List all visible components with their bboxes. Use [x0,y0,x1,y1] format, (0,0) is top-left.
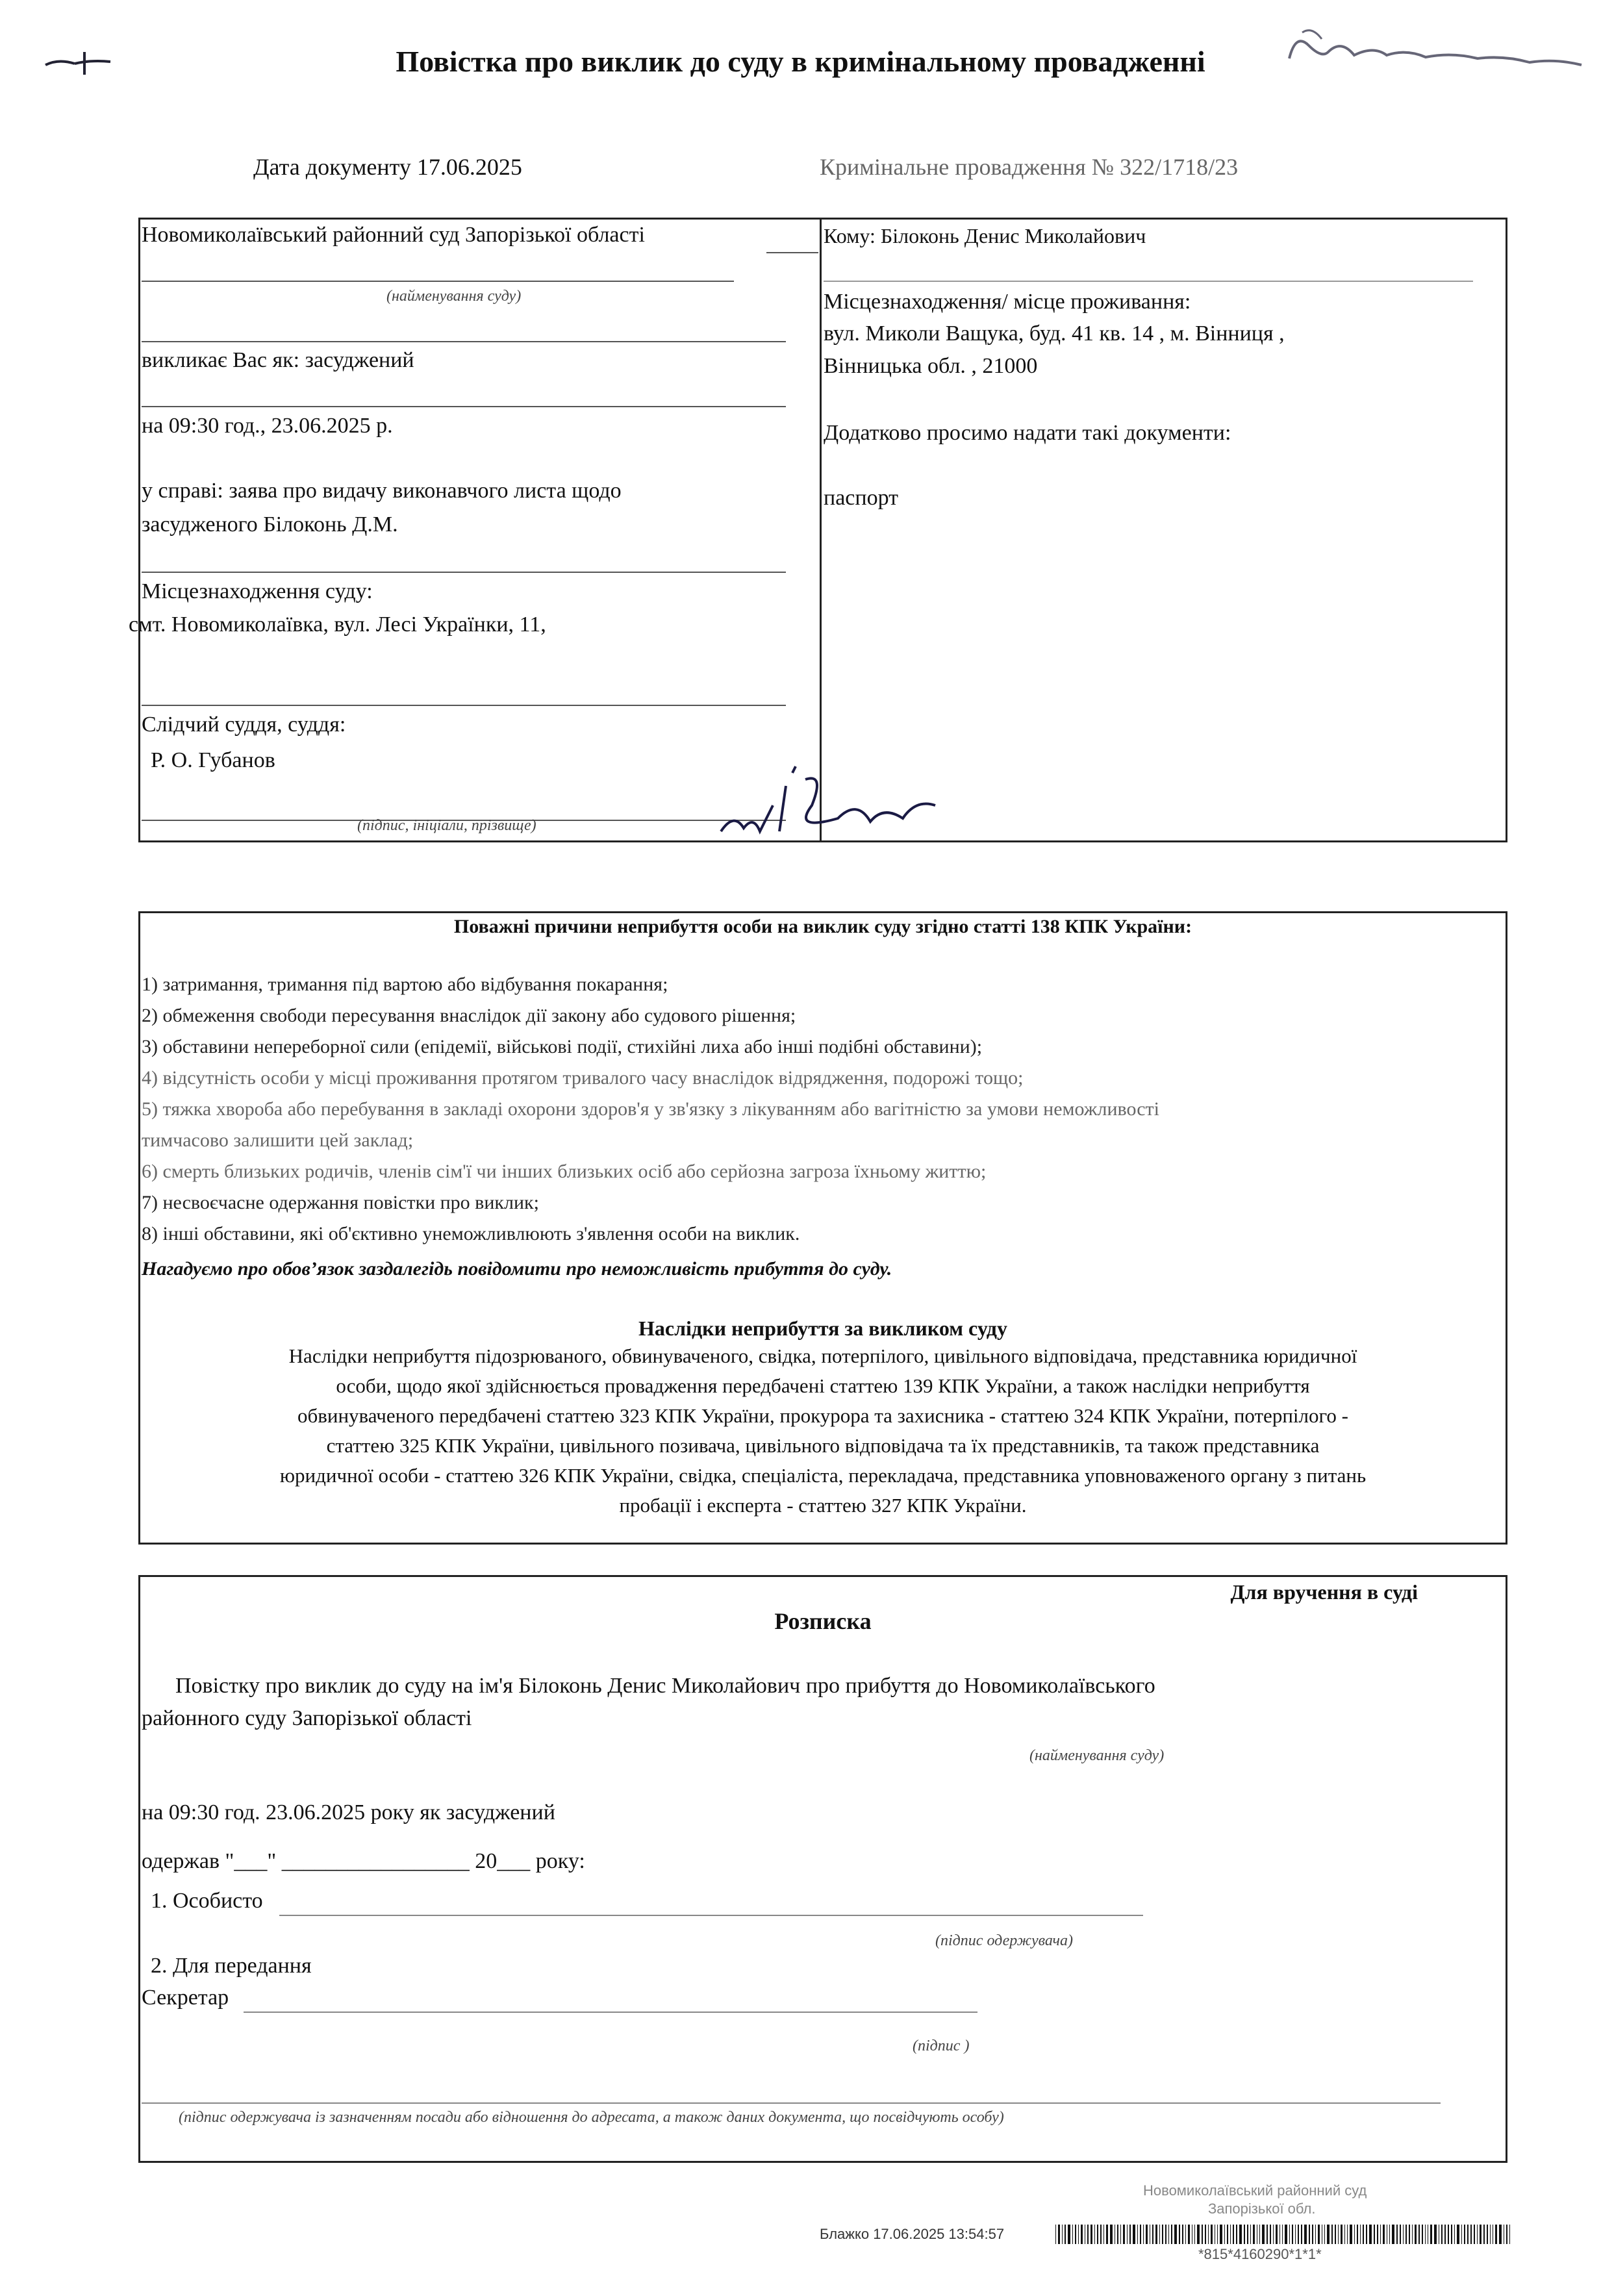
barcode-bar [1483,2225,1484,2244]
barcode-bar [1292,2225,1293,2244]
consequences-line: пробації і експерта - статтею 327 КПК України. [619,1494,1027,1517]
barcode-bar [1467,2225,1468,2244]
barcode-bar [1470,2225,1472,2244]
barcode-bar [1127,2225,1128,2244]
barcode-bar [1338,2225,1339,2244]
barcode-bar [1152,2225,1153,2244]
reason-item: 5) тяжка хвороба або перебування в закладі охорони здоров'я у зв'язку з лікуванням або вагітністю за умови неможливості [142,1098,1159,1120]
barcode-bar [1188,2225,1190,2244]
barcode-bar [1273,2225,1274,2244]
barcode-bar [1090,2225,1092,2244]
barcode-bar [1220,2225,1222,2244]
receipt-line-1: Повістку про виклик до суду на ім'я Білоконь Денис Миколайович про прибуття до Новомиколаївського [175,1674,1155,1698]
consequences-text [138,1341,1507,1520]
address-label: Місцезнаходження/ місце проживання: [824,290,1191,314]
barcode-bar [1259,2225,1260,2244]
reason-item: тимчасово залишити цей заклад; [142,1129,414,1151]
consequences-heading: Наслідки неприбуття за викликом суду [638,1317,1007,1340]
barcode-bar [1347,2225,1348,2244]
barcode-bar [1369,2225,1372,2244]
barcode-bar [1075,2225,1076,2244]
barcode-bar [1392,2225,1394,2244]
barcode-bar [1143,2225,1144,2244]
reason-item: 2) обмеження свободи пересування внаслідок дії закону або судового рішення; [142,1005,796,1026]
barcode-bar [1197,2225,1200,2244]
stamp-court-line-1: Новомиколаївський районний суд [1143,2182,1367,2199]
barcode-bar [1312,2225,1313,2244]
barcode-bar [1448,2225,1450,2244]
barcode-bar [1194,2225,1195,2244]
barcode-bar [1350,2225,1352,2244]
barcode-bar [1341,2225,1343,2244]
barcode-bar [1490,2225,1491,2244]
consequences-line: Наслідки неприбуття підозрюваного, обвинуваченого, свідка, потерпілого, цивільного відповідача, представника юридичної [288,1344,1357,1367]
barcode-bar [1185,2225,1186,2244]
personally-label: 1. Особисто [151,1889,263,1913]
barcode-bar [1062,2225,1063,2244]
barcode-bar [1357,2225,1358,2244]
secretary-sign-caption: (підпис ) [913,2037,970,2054]
reason-item: 6) смерть близьких родичів, членів сім'ї чи інших близьких осіб або серйозна загроза їхньому життю; [142,1161,987,1182]
barcode-bar [1230,2225,1231,2244]
consequences-line: юридичної особи - статтею 326 КПК України, свідка, спеціаліста, перекладача, представника уповноваженого органу з питань [279,1464,1367,1487]
for-court-label: Для вручення в суді [1230,1580,1418,1604]
barcode-bar [1487,2225,1488,2244]
barcode-bar [1217,2225,1218,2244]
page-title: Повістка про виклик до суду в кримінальному провадженні [396,45,1205,78]
barcode-bar [1250,2225,1251,2244]
recipient: Кому: Білоконь Денис Миколайович [824,224,1146,247]
barcode-bar [1097,2225,1098,2244]
barcode-bar [1155,2225,1157,2244]
barcode-bar [1159,2225,1160,2244]
barcode-bar [1495,2225,1497,2244]
barcode-code: *815*4160290*1*1* [1198,2246,1322,2262]
barcode-bar [1415,2225,1417,2244]
barcode-bar [1182,2225,1183,2244]
barcode-bar [1285,2225,1287,2244]
reason-item: 1) затримання, тримання під вартою або відбування покарання; [142,974,668,995]
reminder: Нагадуємо про обов’язок заздалегідь повідомити про неможливість прибуття до суду. [142,1258,892,1280]
barcode-bar [1120,2225,1121,2244]
barcode-bar [1412,2225,1413,2244]
barcode-bar [1270,2225,1271,2244]
barcode-bar [1366,2225,1368,2244]
barcode-bar [1425,2225,1426,2244]
summons-as: викликає Вас як: засуджений [142,348,414,372]
barcode-bar [1224,2225,1225,2244]
barcode-bar [1211,2225,1213,2244]
barcode-bar [1396,2225,1397,2244]
receipt-title: Розписка [774,1608,872,1634]
barcode-bar [1454,2225,1455,2244]
barcode-bar [1331,2225,1332,2244]
barcode-bar [1377,2225,1378,2244]
barcode-bar [1227,2225,1228,2244]
barcode-bar [1282,2225,1283,2244]
barcode-bar [1133,2225,1135,2244]
receipt-footer-caption: (підпис одержувача із зазначенням посади або відношення до адресата, а також даних документа, що посвідчують особу) [179,2109,1004,2126]
barcode-bar [1289,2225,1290,2244]
barcode-bar [1087,2225,1088,2244]
barcode-bar [1295,2225,1296,2244]
barcode-bar [1403,2225,1404,2244]
barcode-bar [1406,2225,1407,2244]
barcode-bar [1324,2225,1325,2244]
barcode-bar [1441,2225,1443,2244]
address-line-2: Вінницька обл. , 21000 [824,354,1038,378]
case-number: Кримінальне провадження № 322/1718/23 [820,154,1239,180]
judge-label: Слідчий суддя, суддя: [142,713,346,737]
court-name: Новомиколаївський районний суд Запорізької області [142,223,645,247]
sign-caption: (підпис, ініціали, прізвище) [357,817,536,834]
barcode-bar [1058,2225,1060,2244]
barcode-bar [1253,2225,1255,2244]
barcode-bar [1315,2225,1316,2244]
secretary-label: Секретар [142,1986,229,2010]
receipt-court-caption: (найменування суду) [1029,1747,1165,1764]
barcode-bar [1444,2225,1445,2244]
barcode-bar [1129,2225,1130,2244]
barcode-bar [1400,2225,1401,2244]
barcode-bar [1094,2225,1095,2244]
barcode-bar [1344,2225,1345,2244]
barcode-bar [1380,2225,1381,2244]
barcode-bar [1081,2225,1083,2244]
barcode-bar [1276,2225,1278,2244]
barcode-bar [1239,2225,1242,2244]
barcode-bar [1335,2225,1336,2244]
barcode-bar [1165,2225,1166,2244]
reason-item: 3) обставини непереборної сили (епідемії, військові події, стихійні лиха або інші подібні обставини); [142,1036,983,1057]
barcode-bar [1434,2225,1437,2244]
consequences-line: обвинуваченого передбачені статтею 323 КПК України, прокурора та захисника - статтею 324 КПК України, потерпілого - [297,1404,1349,1427]
barcode-bar [1117,2225,1118,2244]
documents-value: паспорт [824,486,898,510]
barcode-bar [1304,2225,1307,2244]
barcode-bar [1383,2225,1385,2244]
reason-item: 8) інші обставини, які об'єктивно унеможливлюють з'явлення особи на виклик. [142,1223,800,1244]
barcode-bar [1464,2225,1465,2244]
court-location-value: смт. Новомиколаївка, вул. Лесі Українки, 11, [129,612,546,637]
barcode-bar [1072,2225,1073,2244]
barcode-bar [1106,2225,1108,2244]
reason-item: 4) відсутність особи у місці проживання протягом тривалого часу внаслідок відрядження, подорожі тощо; [142,1067,1024,1089]
barcode-bar [1499,2225,1502,2244]
barcode-bar [1327,2225,1330,2244]
barcode-bar [1208,2225,1209,2244]
address-line-1: вул. Миколи Ващука, буд. 41 кв. 14 , м. Вінниця , [824,322,1285,346]
document-date: Дата документу 17.06.2025 [253,154,522,180]
hearing-time: на 09:30 год., 23.06.2025 р. [142,414,393,438]
reason-item: 7) несвоєчасне одержання повістки про виклик; [142,1192,539,1213]
barcode-bar [1247,2225,1248,2244]
barcode-bar [1205,2225,1206,2244]
barcode-bar [1055,2225,1056,2244]
barcode-bar [1461,2225,1462,2244]
barcode-bar [1262,2225,1265,2244]
summons-divider [820,218,822,842]
barcode-bar [1430,2225,1432,2244]
barcode-bar [1162,2225,1163,2244]
barcode-bar [1389,2225,1390,2244]
barcode-bar [1418,2225,1419,2244]
barcode-bar [1422,2225,1423,2244]
barcode-bar [1103,2225,1104,2244]
case-line-2: засудженого Білоконь Д.М. [142,512,398,536]
documents-label: Додатково просимо надати такі документи: [824,421,1231,445]
barcode-bar [1068,2225,1070,2244]
barcode-bar [1354,2225,1355,2244]
judge-name: Р. О. Губанов [151,748,275,772]
barcode-bar [1236,2225,1238,2244]
barcode-bar [1171,2225,1173,2244]
barcode-bar [1360,2225,1361,2244]
for-transfer-label: 2. Для передання [151,1954,312,1978]
receipt-line-2: районного суду Запорізької області [142,1706,472,1730]
reasons-list [142,969,1159,1250]
barcode-bar [1457,2225,1459,2244]
barcode [1055,2225,1510,2244]
reasons-heading: Поважні причини неприбуття особи на виклик суду згідно статті 138 КПК України: [453,916,1192,937]
barcode-bar [1506,2225,1507,2244]
consequences-line: особи, щодо якої здійснюється провадження передбачені статтею 139 КПК України, а також наслідки неприбуття [336,1374,1310,1397]
court-location-label: Місцезнаходження суду: [142,579,373,603]
barcode-bar [1477,2225,1478,2244]
court-caption: (найменування суду) [386,288,522,305]
stamp-court-line-2: Запорізької обл. [1208,2201,1316,2217]
barcode-bar [1174,2225,1177,2244]
barcode-bar [1480,2225,1481,2244]
barcode-bar [1123,2225,1125,2244]
barcode-bar [1078,2225,1079,2244]
barcode-bar [1140,2225,1141,2244]
barcode-bar [1100,2225,1101,2244]
barcode-bar [1168,2225,1169,2244]
stamp-meta: Блажко 17.06.2025 13:54:57 [820,2226,1005,2242]
barcode-bar [1146,2225,1148,2244]
barcode-bar [1137,2225,1138,2244]
barcode-bar [1301,2225,1303,2244]
received-line: одержав "___" _________________ 20___ року: [142,1849,585,1873]
case-line-1: у справі: заява про видачу виконавчого листа щодо [142,479,622,503]
receipt-time: на 09:30 год. 23.06.2025 року як засуджений [142,1800,555,1824]
barcode-bar [1318,2225,1320,2244]
barcode-bar [1509,2225,1510,2244]
barcode-bar [1451,2225,1452,2244]
recipient-sign-caption: (підпис одержувача) [935,1932,1073,1949]
judge-signature [708,760,994,857]
consequences-line: статтею 325 КПК України, цивільного позивача, цивільного відповідача та їх представників, та також представника [326,1434,1320,1457]
barcode-bar [1110,2225,1113,2244]
